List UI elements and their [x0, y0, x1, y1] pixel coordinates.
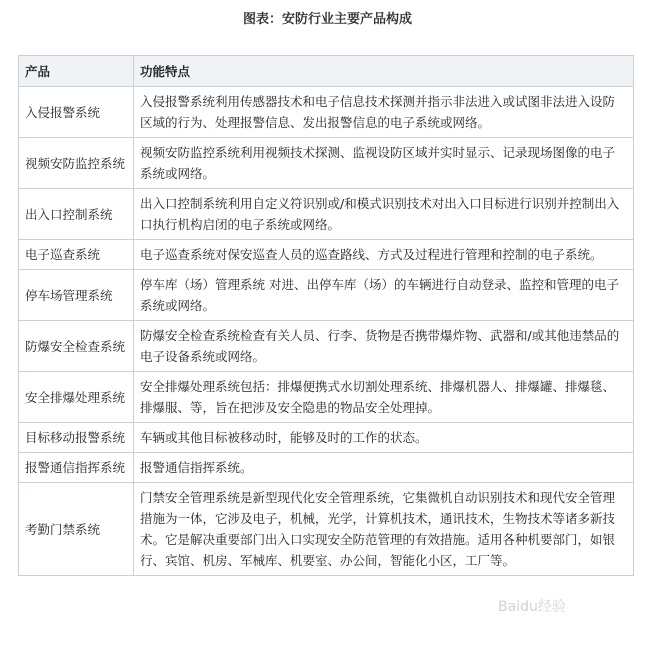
product-cell: 视频安防监控系统	[19, 138, 134, 189]
chart-title: 图表：安防行业主要产品构成	[242, 12, 412, 27]
table-row	[19, 138, 634, 189]
features-cell: 出入口控制系统利用自定义符识别或/和模式识别技术对出入口目标进行识别并控制出入口执行机构启闭的电子系统或网络。	[134, 189, 634, 240]
product-cell: 出入口控制系统	[19, 189, 134, 240]
table-row	[19, 321, 634, 372]
features-cell: 安全排爆处理系统包括：排爆便携式水切割处理系统、排爆机器人、排爆罐、排爆毯、排爆服、等，旨在把涉及安全隐患的物品安全处理掉。	[134, 372, 634, 423]
table-row	[19, 240, 634, 270]
table-header-row	[19, 56, 634, 87]
features-cell: 停车库（场）管理系统 对进、出停车库（场）的车辆进行自动登录、监控和管理的电子系统或网络。	[134, 270, 634, 321]
product-table	[18, 55, 634, 576]
table-row	[19, 453, 634, 483]
table-row	[19, 483, 634, 576]
table-row	[19, 87, 634, 138]
table-row	[19, 423, 634, 453]
watermark: Baidu经验	[498, 599, 566, 615]
features-cell: 防爆安全检查系统检查有关人员、行李、货物是否携带爆炸物、武器和/或其他违禁品的电子设备系统或网络。	[134, 321, 634, 372]
features-cell: 入侵报警系统利用传感器技术和电子信息技术探测并指示非法进入或试图非法进入设防区域的行为、处理报警信息、发出报警信息的电子系统或网络。	[134, 87, 634, 138]
product-cell: 考勤门禁系统	[19, 483, 134, 576]
product-cell: 报警通信指挥系统	[19, 453, 134, 483]
product-cell: 电子巡查系统	[19, 240, 134, 270]
features-cell: 视频安防监控系统利用视频技术探测、监视设防区域并实时显示、记录现场图像的电子系统或网络。	[134, 138, 634, 189]
header-product: 产品	[19, 56, 134, 87]
table-row	[19, 372, 634, 423]
product-cell: 目标移动报警系统	[19, 423, 134, 453]
features-cell: 车辆或其他目标被移动时，能够及时的工作的状态。	[134, 423, 634, 453]
product-cell: 入侵报警系统	[19, 87, 134, 138]
features-cell: 门禁安全管理系统是新型现代化安全管理系统，它集微机自动识别技术和现代安全管理措施为一体，它涉及电子，机械，光学，计算机技术，通讯技术，生物技术等诸多新技术。它是解决重要部门出入口实现安全防范管理的有效措施。适用各种机要部门，如银行、宾馆、机房、军械库、机要室、办公间，智能化小区，工厂等。	[134, 483, 634, 576]
table-row	[19, 189, 634, 240]
table-row	[19, 270, 634, 321]
features-cell: 电子巡查系统对保安巡查人员的巡查路线、方式及过程进行管理和控制的电子系统。	[134, 240, 634, 270]
product-cell: 防爆安全检查系统	[19, 321, 134, 372]
features-cell: 报警通信指挥系统。	[134, 453, 634, 483]
product-cell: 停车场管理系统	[19, 270, 134, 321]
header-features: 功能特点	[134, 56, 634, 87]
product-cell: 安全排爆处理系统	[19, 372, 134, 423]
